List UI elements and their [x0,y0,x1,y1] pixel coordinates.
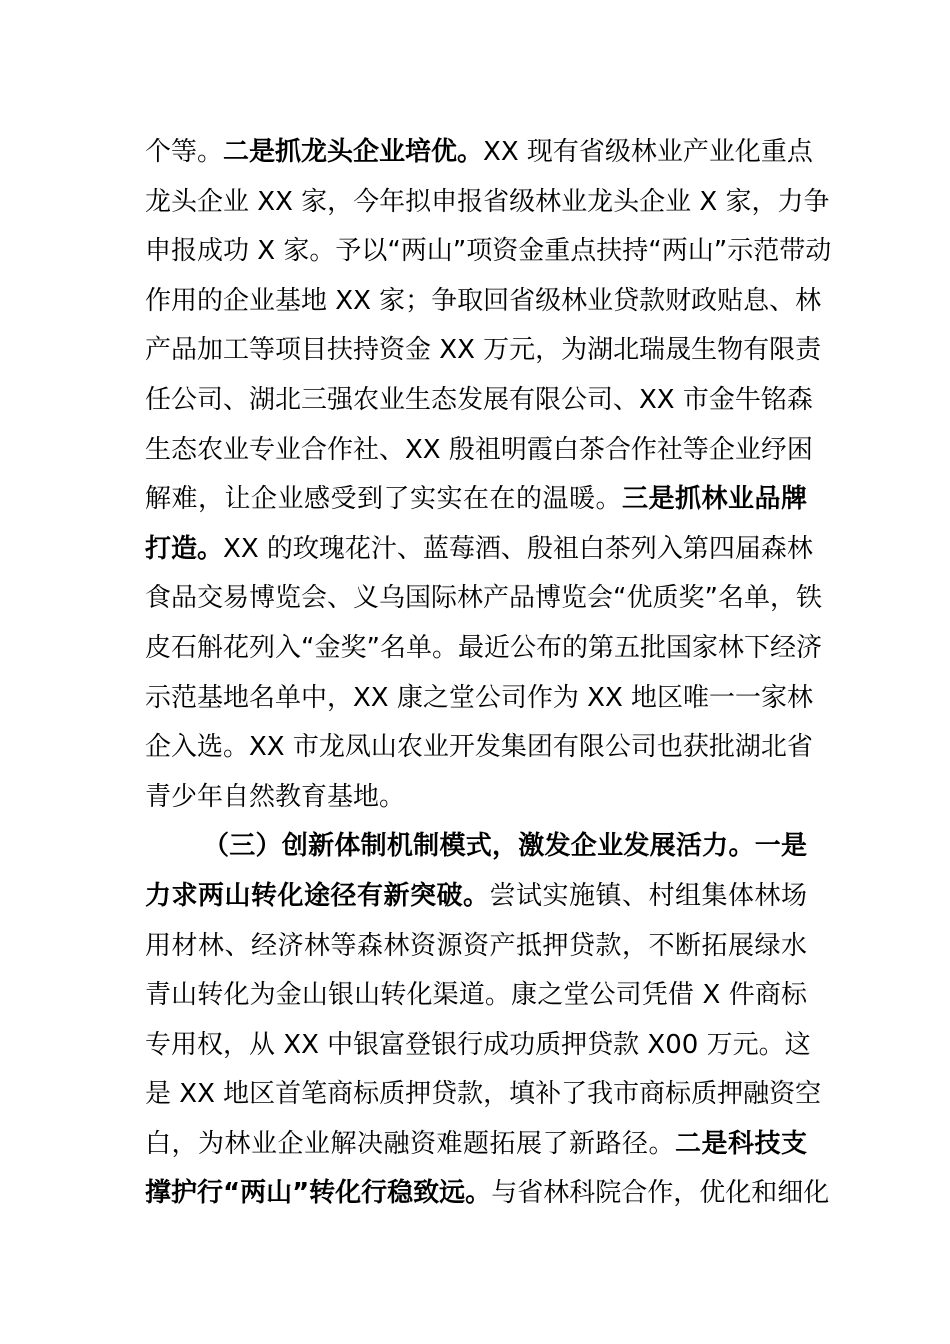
text-run: 是 XX 地区首笔商标质押贷款，填补了我市商标质押融资空 [145,1079,822,1110]
text-line [145,624,822,674]
text-run: XX 的玫瑰花汁、蓝莓酒、殷祖白茶列入第四届森林 [223,533,813,564]
text-run: 与省林科院合作，优化和细化 [491,1178,830,1209]
text-run: 任公司、湖北三强农业生态发展有限公司、XX 市金牛铭森 [145,384,813,415]
text-line [145,1070,822,1120]
text-line [145,1169,830,1219]
text-run: 食品交易博览会、义乌国际林产品博览会“优质奖”名单，铁 [145,583,822,614]
text-run: XX 现有省级林业产业化重点 [483,137,813,167]
text-line [145,426,813,476]
text-line [145,872,807,922]
text-line [145,227,832,277]
text-run: 专用权，从 XX 中银富登银行成功质押贷款 X00 万元。这 [145,1029,811,1060]
text-run: 作用的企业基地 XX 家；争取回省级林业贷款财政贴息、林 [145,285,822,316]
text-line [145,822,807,872]
text-run: 用材林、经济林等森林资源资产抵押贷款，不断拓展绿水 [145,930,807,961]
bold-text-run: 二是科技支 [674,1128,807,1159]
bold-text-run: 力求两山转化途径有新突破。 [145,880,490,911]
text-line [145,178,830,228]
text-line [145,376,813,426]
text-run: 龙头企业 XX 家，今年拟申报省级林业龙头企业 X 家，力争 [145,186,830,217]
text-line [145,773,807,823]
body-text [145,128,832,1219]
text-run: 解难，让企业感受到了实实在在的温暖。 [145,484,622,515]
text-run: 青少年自然教育基地。 [145,781,406,812]
text-run: 白，为林业企业解决融资难题拓展了新路径。 [145,1128,675,1159]
text-run: 皮石斛花列入“金奖”名单。最近公布的第五批国家林下经济 [145,632,822,663]
text-line [145,1021,811,1071]
text-line [145,326,822,376]
bold-text-run: 撑护行“两山”转化行稳致远。 [145,1178,492,1209]
text-line [145,674,814,724]
text-run: 企入选。XX 市龙凤山农业开发集团有限公司也获批湖北省 [145,732,813,763]
text-run: 产品加工等项目扶持资金 XX 万元，为湖北瑞晟生物有限责 [145,335,822,366]
text-line [145,574,822,624]
text-line [145,971,807,1021]
text-line [145,277,822,327]
text-run: 尝试实施镇、村组集体林场 [489,880,807,911]
text-run: 生态农业专业合作社、XX 殷祖明霞白茶合作社等企业纾困 [145,434,813,465]
text-run: 个等。 [145,137,224,167]
text-line [145,1120,807,1170]
bold-text-run: 二是抓龙头企业培优。 [223,137,484,167]
text-line [145,525,813,575]
bold-text-run: 三是抓林业品牌 [621,484,807,515]
text-line [145,922,807,972]
text-run: 申报成功 X 家。予以“两山”项资金重点扶持“两山”示范带动 [145,236,832,267]
text-line [145,723,813,773]
text-line [145,475,807,525]
text-line [145,128,813,178]
bold-text-run: 打造。 [145,533,224,564]
bold-text-run: （三）创新体制机制模式，激发企业发展活力。一是 [203,831,807,862]
text-run: 示范基地名单中，XX 康之堂公司作为 XX 地区唯一一家林 [145,682,814,713]
text-run: 青山转化为金山银山转化渠道。康之堂公司凭借 X 件商标 [145,980,807,1011]
